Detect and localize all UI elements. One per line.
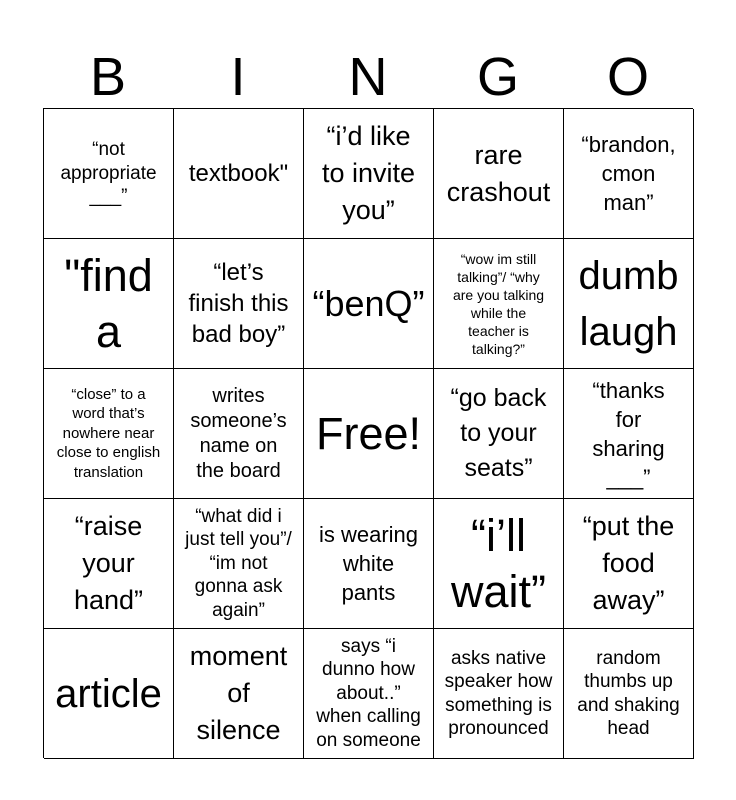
cell-text: “put the food away” [582, 511, 675, 615]
cell-text: “i’ll wait” [450, 509, 546, 617]
cell-text: writes someone’s name on the board [190, 384, 287, 482]
bingo-cell[interactable] [44, 499, 174, 629]
bingo-grid [43, 108, 693, 758]
bingo-cell[interactable] [564, 109, 694, 239]
cell-text: “i’d like to invite you” [321, 121, 416, 225]
bingo-cell[interactable] [564, 629, 694, 759]
cell-text: “thanks for sharing ___” [592, 377, 665, 490]
header-letter-o: O [606, 47, 649, 107]
cell-text: textbook" [188, 160, 289, 187]
bingo-cell[interactable] [304, 239, 434, 369]
bingo-cell[interactable] [174, 239, 304, 369]
header-letter-g: G [476, 47, 519, 107]
cell-text: says “i dunno how about..” when calling on someone [316, 635, 421, 751]
cell-text: “wow im still talking”/ “why are you talking while the teacher is talking?” [452, 250, 545, 357]
cell-text: “raise your hand” [73, 511, 144, 615]
bingo-cell[interactable] [174, 369, 304, 499]
bingo-cell[interactable] [44, 629, 174, 759]
bingo-cell[interactable] [304, 109, 434, 239]
bingo-cell[interactable] [174, 109, 304, 239]
bingo-cell[interactable] [44, 109, 174, 239]
bingo-cell[interactable] [434, 499, 564, 629]
cell-text: rare crashout [446, 139, 551, 207]
bingo-cell[interactable] [434, 109, 564, 239]
bingo-cell[interactable] [564, 239, 694, 369]
bingo-cell[interactable] [434, 239, 564, 369]
cell-text: “close” to a word that’s nowhere near close to english translation [56, 385, 161, 481]
cell-text: “go back to your seats” [450, 384, 547, 482]
cell-text: “what did i just tell you”/ “im not gonna ask again” [185, 505, 292, 621]
bingo-cell[interactable] [304, 629, 434, 759]
header-letter-b: B [89, 47, 127, 107]
bingo-cell[interactable] [44, 369, 174, 499]
bingo-cell[interactable] [434, 629, 564, 759]
cell-text: “let’s finish this bad boy” [188, 259, 289, 348]
bingo-cell[interactable] [564, 369, 694, 499]
cell-text: is wearing white pants [318, 522, 419, 605]
cell-text: random thumbs up and shaking head [577, 647, 680, 739]
cell-text: article [55, 671, 162, 716]
bingo-cell[interactable] [44, 239, 174, 369]
bingo-cell[interactable] [174, 499, 304, 629]
free-space-cell[interactable] [304, 369, 434, 499]
cell-text: “not appropriate ___” [60, 139, 157, 208]
bingo-cell[interactable] [564, 499, 694, 629]
bingo-header [43, 46, 693, 108]
header-letter-n: N [348, 47, 388, 107]
header-letter-i: I [230, 47, 246, 107]
cell-text: “benQ” [312, 282, 425, 324]
cell-text: asks native speaker how something is pronounced [444, 647, 553, 739]
free-space-text: Free! [315, 407, 422, 459]
bingo-cell[interactable] [174, 629, 304, 759]
cell-text: dumb laugh [578, 253, 679, 354]
bingo-cell[interactable] [434, 369, 564, 499]
bingo-cell[interactable] [304, 499, 434, 629]
cell-text: “brandon, cmon man” [581, 132, 676, 215]
cell-text: moment of silence [189, 641, 288, 745]
cell-text: "find a [64, 249, 153, 357]
